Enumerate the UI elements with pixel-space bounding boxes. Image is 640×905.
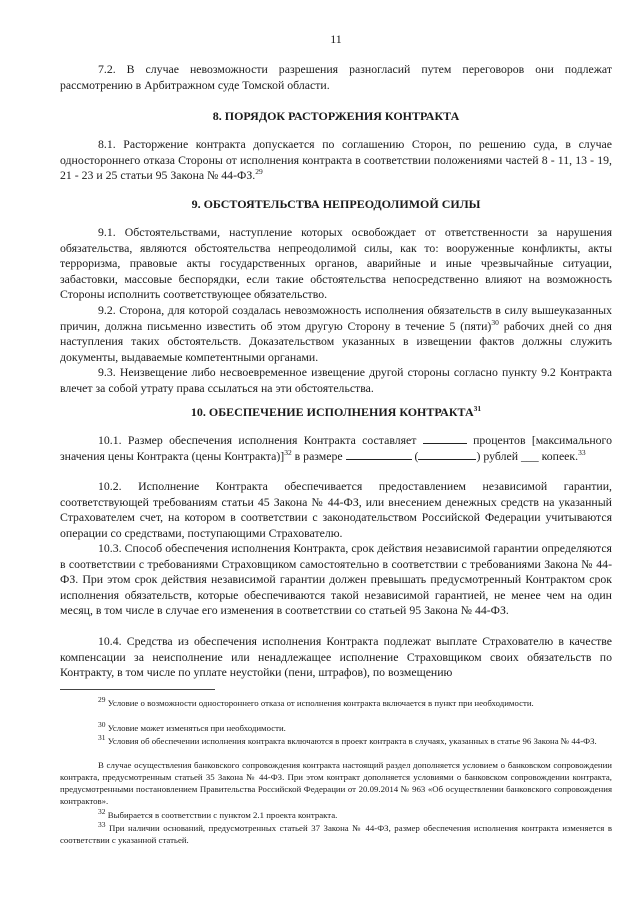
clause-10-1-text-c: в размере [291,448,343,463]
footnote-29-text: Условие о возможности одностороннего отказа от исполнения контракта включается в пункт при необходимости. [107,698,534,708]
footnote-separator [60,689,215,690]
footnote-32-marker: 32 [98,807,106,817]
footnote-31-text: Условия об обеспечении исполнения контракта включаются в проект контракта в случаях, указанных в статье 96 Закона № 44-ФЗ. [107,736,597,746]
page-number: 11 [330,32,342,46]
footnote-ref-33: 33 [578,447,586,457]
clause-8-1-text: 8.1. Расторжение контракта допускается по соглашению Сторон, по решению суда, в случае одностороннего отказа Стороны от исполнения контракта в соответствии положениями частей 8 - 11, 13 - 19, 21 - 23 и 25 статьи 95 Закона № 44-ФЗ. [60,137,612,182]
clause-10-1-text-d: рублей ___ копеек. [483,448,579,463]
amount-blank [346,449,412,460]
footnote-32-text: Выбирается в соответствии с пунктом 2.1 проекта контракта. [107,810,338,820]
footnote-31 [60,735,612,747]
footnote-30-marker: 30 [98,720,106,730]
clause-10-1-text-b: процентов [максимального значения цены Контракта (цены Контракта)] [60,433,613,463]
footnote-ref-32: 32 [284,447,292,457]
footnote-31-continued: В случае осуществления банковского сопровождения контракта настоящий раздел дополняется условием о банковском сопровождении контракта, предусмотренным статьей 35 Закона № 44-ФЗ. При этом контракт дополняется условиями о банковском сопровождении контракта, предусмотренными постановлением Правительства Российской Федерации от 20.09.2014 № 963 «Об осуществлении банковского сопровождения контрактов». [60,760,612,806]
clause-10-3: 10.3. Способ обеспечения исполнения Контракта, срок действия независимой гарантии определяются в соответствии с требованиями Страховщиком самостоятельно в соответствии с требованиями Закона № 44-ФЗ. При этом срок действия независимой гарантии должен превышать предусмотренный Контрактом срок исполнения обязательств, которые обеспечиваются такой независимой гарантией, не менее чем на один месяц, в том числе в случае его изменения в соответствии со статьей 95 Закона № 44-ФЗ. [60,541,612,617]
percent-blank [423,433,467,444]
footnote-ref-29: 29 [255,167,263,177]
clause-9-2 [60,303,612,365]
clause-10-2: 10.2. Исполнение Контракта обеспечивается предоставлением независимой гарантии, соответствующей требованиям статьи 45 Закона № 44-ФЗ, или внесением денежных средств на указанный Страхователем счет, на котором в соответствии с законодательством Российской Федерации учитываются операции со средствами, поступающими Страхователю. [60,479,612,540]
footnote-33-marker: 33 [98,820,106,830]
amount-words-blank [418,449,476,460]
footnote-32 [60,809,612,821]
footnote-29-marker: 29 [98,695,106,705]
clause-9-2-text-a: 9.2. Сторона, для которой создалась невозможность исполнения обязательств в силу вышеуказанных причин, должна письменно известить об этом другую Сторону в течение 5 (пяти) [60,303,612,333]
section-8-heading: 8. ПОРЯДОК РАСТОРЖЕНИЯ КОНТРАКТА [212,109,460,123]
footnote-33 [60,822,612,846]
footnote-ref-30: 30 [491,317,499,327]
clause-9-1: 9.1. Обстоятельствами, наступление которых освобождает от ответственности за нарушения обязательства, являются обстоятельства непреодолимой силы, как то: вооруженные конфликты, акты терроризма, правовые акты государственных органов, аварийные и иные чрезвычайные ситуации, забастовки, массовые беспорядки, если такие обстоятельства непосредственно влияют на возможность Стороны исполнить соответствующее обязательство. [60,225,612,301]
footnote-31-marker: 31 [98,733,106,743]
clause-10-1: 10.1. Размер обеспечения исполнения Контракта составляет процентов [максимального значения цены Контракта (цены Контракта)]$^{32}$ в размере ( ) рублей ___ копеек.$^{33}$ [60,433,613,463]
footnote-33-text: При наличии оснований, предусмотренных статьей 37 Закона № 44-ФЗ, размер обеспечения исполнения контракта изменяется в соответствии с указанной статьей. [60,823,612,845]
clause-9-2-text-b: рабочих дней со дня наступления таких обстоятельств. Доказательством указанных в извещении фактов должны служить документы, выдаваемые компетентными органами. [60,318,612,364]
clause-10-4: 10.4. Средства из обеспечения исполнения Контракта подлежат выплате Страхователю в качестве компенсации за неисполнение или ненадлежащее исполнение Страховщиком своих обязательств по Контракту, в том числе по уплате неустойки (пени, штрафов), по возмещению [60,634,612,679]
section-10-heading-text: 10. ОБЕСПЕЧЕНИЕ ИСПОЛНЕНИЯ КОНТРАКТА [190,405,474,419]
clause-9-3: 9.3. Неизвещение либо несвоевременное извещение другой стороны согласно пункту 9.2 Контракта влечет за собой утрату права ссылаться на эти обстоятельства. [60,365,612,395]
clause-10-1-text-a: 10.1. Размер обеспечения исполнения Контракта составляет [98,433,417,447]
footnote-ref-31: 31 [473,404,482,413]
footnote-30 [60,722,612,734]
footnote-29 [60,697,612,709]
clause-8-1 [60,137,612,184]
footnote-30-text: Условие может изменяться при необходимости. [107,723,286,733]
clause-7-2: 7.2. В случае невозможности разрешения разногласий путем переговоров они подлежат рассмотрению в Арбитражном суде Томской области. [60,62,612,92]
section-10-heading [60,405,612,420]
section-9-heading: 9. ОБСТОЯТЕЛЬСТВА НЕПРЕОДОЛИМОЙ СИЛЫ [191,197,481,211]
